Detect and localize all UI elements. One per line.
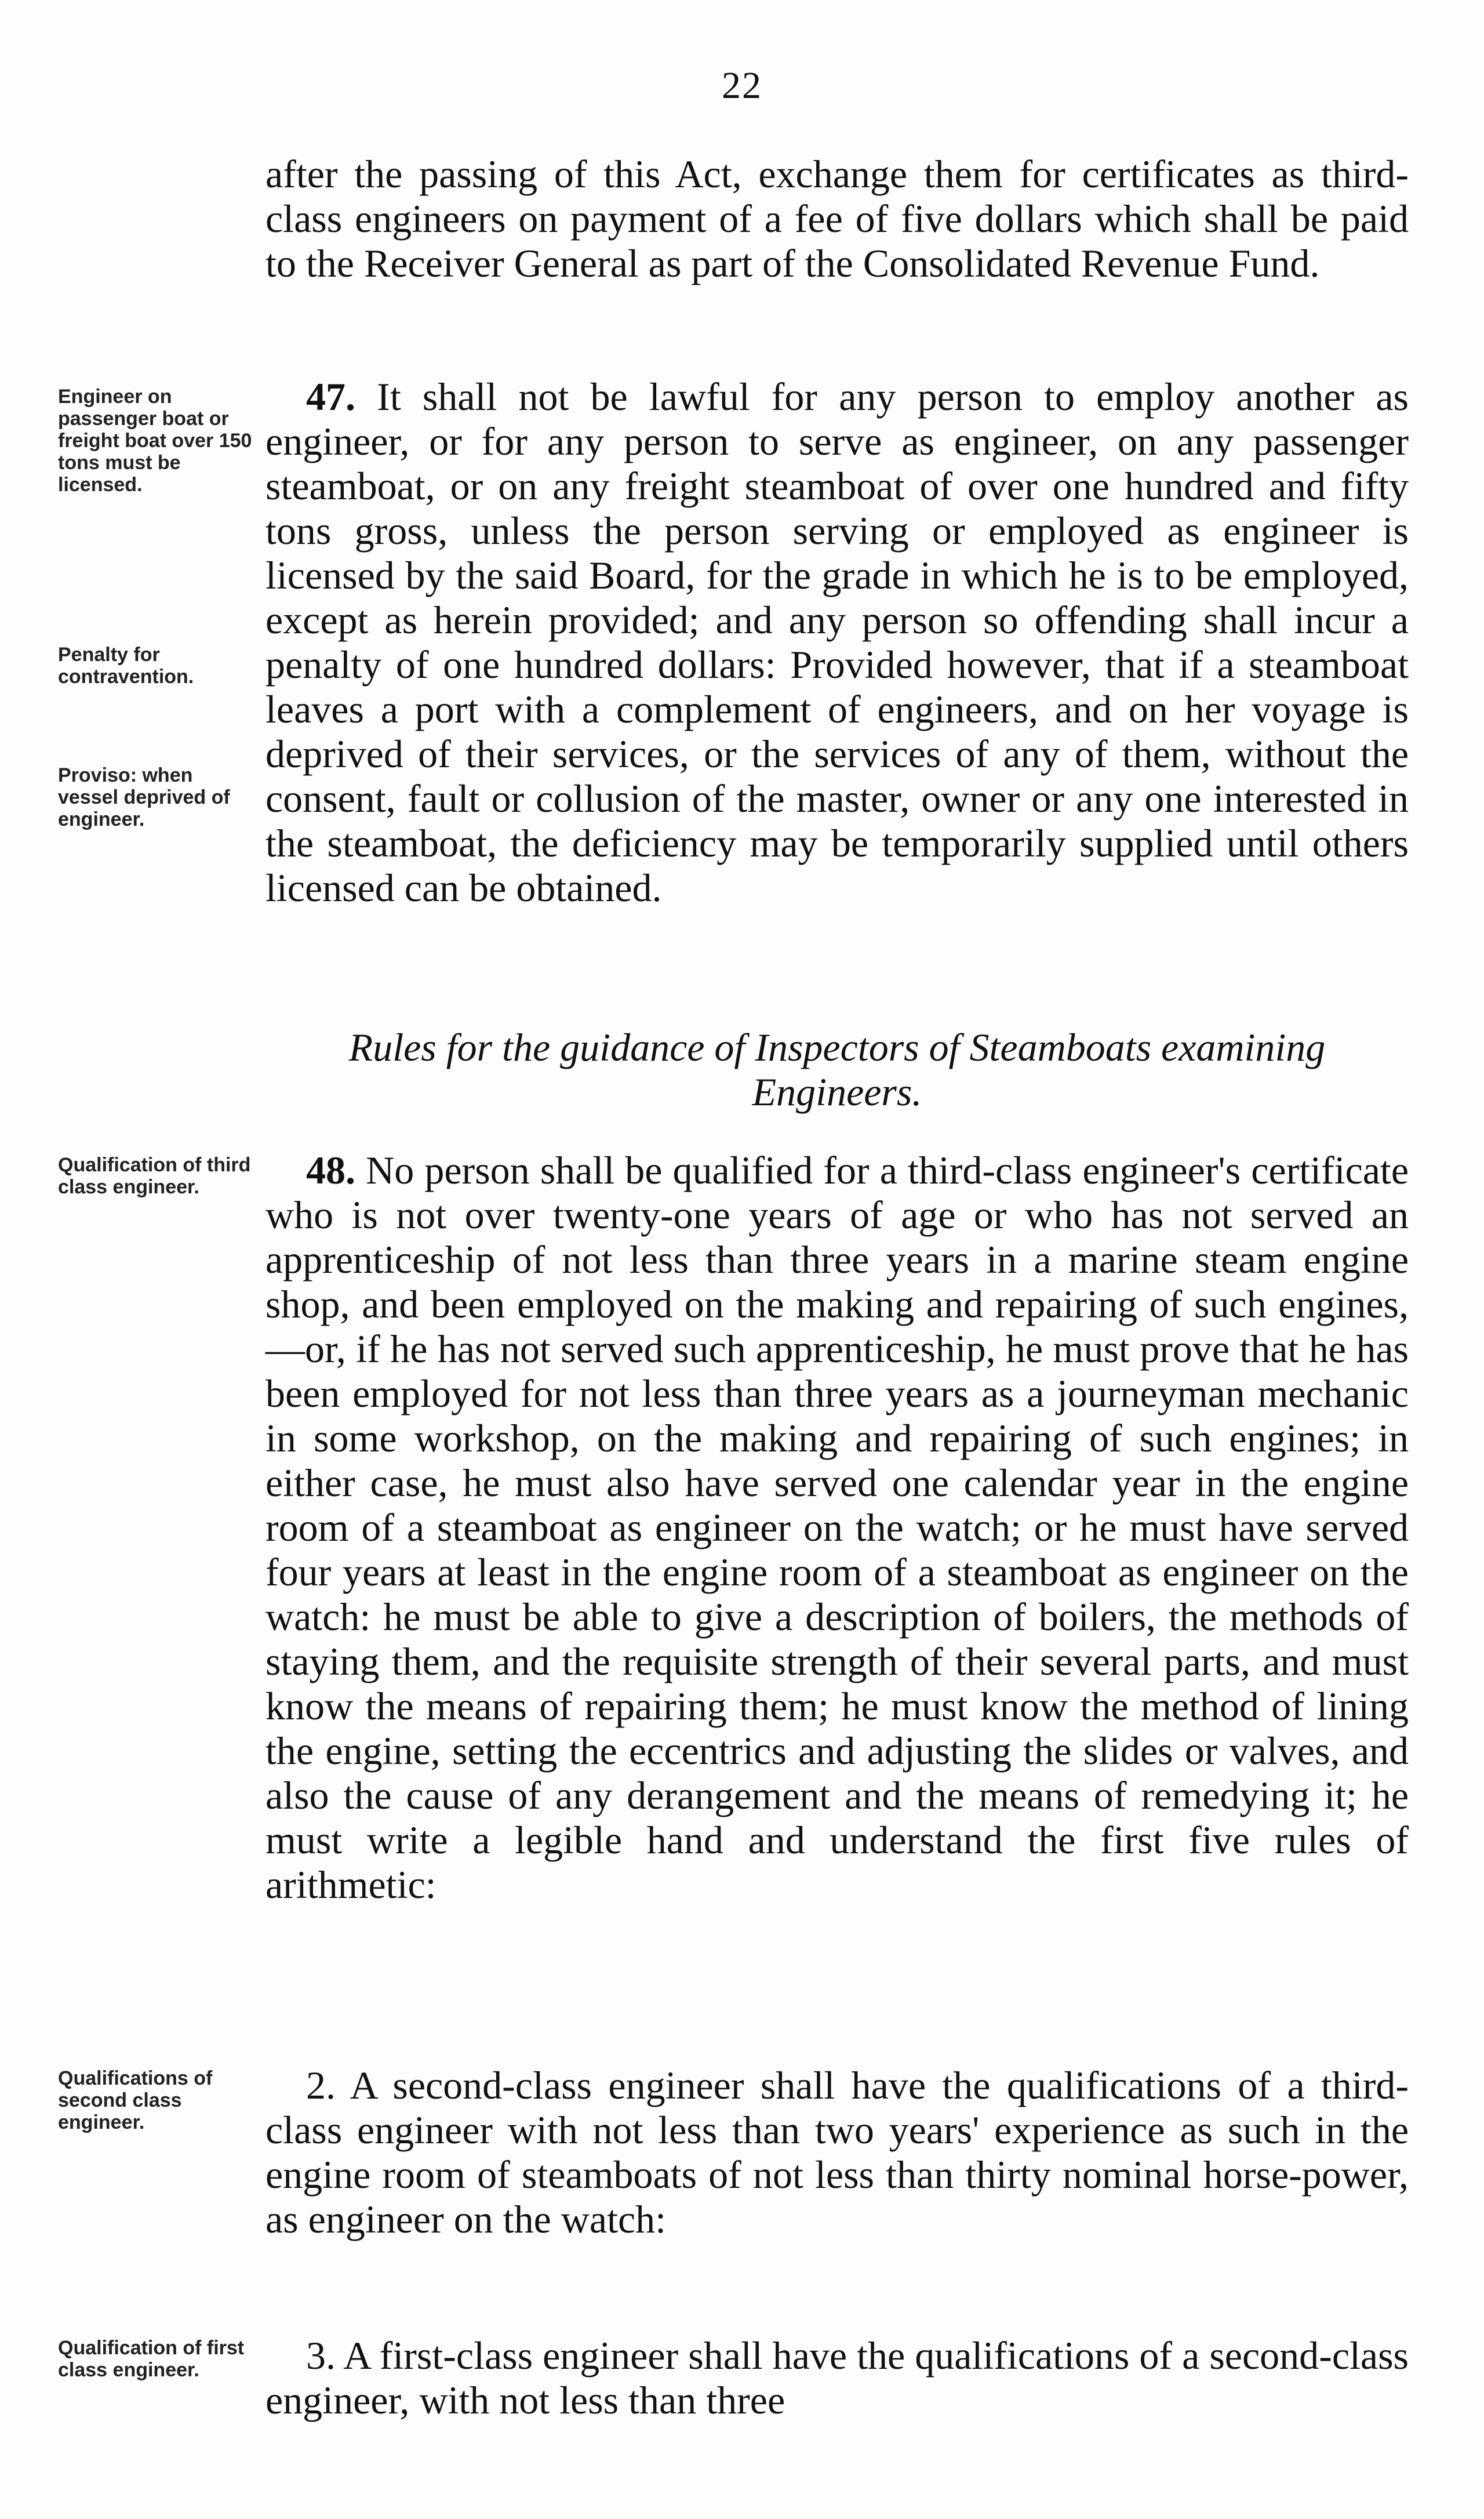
- section-47: [265, 375, 1409, 910]
- intro-paragraph: after the passing of this Act, exchange them for certificates as third-class engineers on payment of a fee of five dollars which shall be paid to the Receiver General as part of the Consolidated Revenue Fund.: [265, 152, 1409, 285]
- margin-note-engineer-licensed: Engineer on passenger boat or freight boat over 150 tons must be licensed.: [58, 386, 252, 496]
- section-48-text: No person shall be qualified for a third-class engineer's certificate who is not over twenty-one years of age or who has not served an apprenticeship of not less than three years in a marine steam engine shop, and been employed on the making and repairing of such engines,—or, if he has not served such apprenticeship, he must prove that he has been employed for not less than three years as a journeyman mechanic in some workshop, on the making and repairing of such engines; in either case, he must also have served one calendar year in the engine room of a steamboat as engineer on the watch; or he must have served four years at least in the engine room of a steamboat as engineer on the watch: he must be able to give a description of boilers, the methods of staying them, and the requisite strength of their several parts, and must know the means of repairing them; he must know the method of lining the engine, setting the eccentrics and adjusting the slides or valves, and also the cause of any derangement and the means of remedying it; he must write a legible hand and understand the first five rules of arithmetic:: [265, 1148, 1409, 1907]
- margin-note-third-class: Qualification of third class engineer.: [58, 1154, 251, 1198]
- margin-note-second-class: Qualifications of second class engineer.: [58, 2067, 213, 2133]
- margin-note-proviso: Proviso: when vessel deprived of engineer.: [58, 764, 230, 830]
- margin-note-first-class: Qualification of first class engineer.: [58, 2337, 245, 2381]
- section-48: [265, 1148, 1409, 1907]
- clause-2: [265, 2063, 1409, 2242]
- rules-heading: Rules for the guidance of Inspectors of Steamboats examining Engineers.: [348, 1025, 1326, 1114]
- clause-2-number: 2.: [306, 2063, 336, 2107]
- section-47-text: It shall not be lawful for any person to employ another as engineer, or for any person to serve as engineer, on any passenger steamboat, or on any freight steamboat of over one hundred and fifty tons gross, unless the person serving or employed as engineer is licensed by the said Board, for the grade in which he is to be employed, except as herein provided; and any person so offending shall incur a penalty of one hundred dollars: Provided however, that if a steamboat leaves a port with a complement of engineers, and on her voyage is deprived of their services, or the services of any of them, without the consent, fault or collusion of the master, owner or any one interested in the steamboat, the deficiency may be temporarily supplied until others licensed can be obtained.: [265, 375, 1409, 910]
- clause-3-text: A first-class engineer shall have the qualifications of a second-class engineer, with not less than three: [265, 2333, 1409, 2422]
- clause-3: [265, 2333, 1409, 2423]
- section-48-number: 48.: [306, 1148, 355, 1192]
- page-number: 22: [722, 64, 762, 107]
- clause-2-text: A second-class engineer shall have the qualifications of a third-class engineer with not less than two years' experience as such in the engine room of steamboats of not less than thirty nominal horse-power, as engineer on the watch:: [265, 2063, 1409, 2241]
- clause-3-number: 3.: [306, 2333, 336, 2378]
- section-47-number: 47.: [306, 375, 355, 419]
- margin-note-penalty: Penalty for contravention.: [58, 644, 194, 688]
